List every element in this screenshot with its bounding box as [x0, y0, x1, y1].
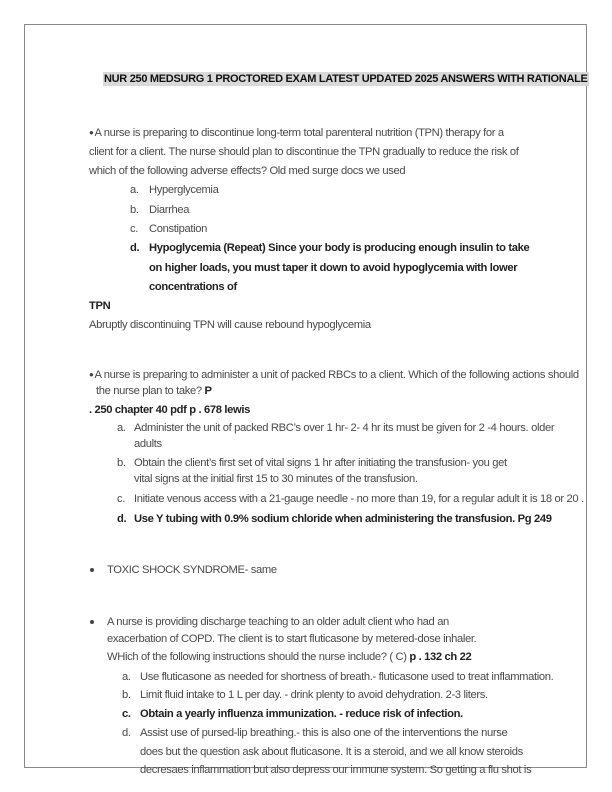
q2-stem-line-1: ●A nurse is preparing to administer a unit of packed RBCs to a client. Which of the following actions should	[89, 369, 579, 381]
q2-option-d: Use Y tubing with 0.9% sodium chloride when administering the transfusion. Pg 249	[134, 513, 552, 525]
q1-option-d-line-3: concentrations of	[149, 281, 237, 293]
q4-option-b: Limit fluid intake to 1 L per day. - drink plenty to avoid dehydration. 2-3 liters.	[140, 689, 488, 701]
q4-option-d-line-3: decresaes inflammation but also depress our immune system. So getting a flu shot is	[140, 764, 532, 776]
bullet-icon	[90, 568, 94, 572]
q4-option-c-letter: c.	[122, 708, 131, 720]
q4-option-b-letter: b.	[122, 689, 131, 701]
q2-option-a-line-1: Administer the unit of packed RBC’s over 1 hr- 2- 4 hr its must be given for 2 -4 hours. older	[134, 422, 555, 434]
q4-stem-line-1: A nurse is providing discharge teaching to an older adult client who had an	[107, 616, 449, 628]
bullet-icon: ●	[89, 370, 94, 379]
q4-option-d-line-1: Assist use of pursed-lip breathing.- this is also one of the interventions the nurse	[140, 727, 508, 739]
bullet-icon: ●	[89, 128, 94, 137]
q4-option-a-letter: a.	[122, 671, 131, 683]
q1-option-d-line-1: Hypoglycemia (Repeat) Since your body is producing enough insulin to take	[149, 242, 530, 254]
bullet-icon	[90, 620, 94, 624]
q1-option-c: Constipation	[149, 223, 207, 235]
document-title: NUR 250 MEDSURG 1 PROCTORED EXAM LATEST UPDATED 2025 ANSWERS WITH RATIONALE	[104, 73, 588, 85]
q4-option-d-letter: d.	[122, 727, 131, 739]
q2-option-c-letter: c.	[117, 493, 126, 505]
q2-option-d-letter: d.	[117, 513, 127, 525]
q2-option-b-line-2: vital signs at the initial first 15 to 30 minutes of the transfusion.	[134, 473, 418, 485]
q2-reference: . 250 chapter 40 pdf p . 678 lewis	[89, 404, 250, 416]
q1-stem-line-1: ●A nurse is preparing to discontinue long-term total parenteral nutrition (TPN) therapy for a	[89, 127, 504, 139]
q1-option-a-letter: a.	[130, 184, 139, 196]
q4-stem-line-3: WHich of the following instructions should the nurse include? ( C) p . 132 ch 22	[107, 651, 472, 663]
q2-option-b-letter: b.	[117, 457, 126, 469]
q2-option-c: Initiate venous access with a 21-gauge needle - no more than 19, for a regular adult it is 18 or 20 .	[134, 493, 584, 505]
q4-option-a: Use fluticasone as needed for shortness of breath.- fluticasone used to treat inflammation.	[140, 671, 554, 683]
q4-option-c: Obtain a yearly influenza immunization. - reduce risk of infection.	[140, 708, 463, 720]
q1-rationale: Abruptly discontinuing TPN will cause rebound hypoglycemia	[89, 319, 371, 331]
q1-tpn-label: TPN	[89, 300, 111, 312]
q2-option-a-line-2: adults	[134, 438, 162, 450]
q1-option-d-line-2: on higher loads, you must taper it down to avoid hypoglycemia with lower	[149, 262, 518, 274]
q1-stem-line-3: which of the following adverse effects? Old med surge docs we used	[89, 165, 406, 177]
q1-option-d-letter: d.	[130, 242, 140, 254]
q4-stem-line-2: exacerbation of COPD. The client is to start fluticasone by metered-dose inhaler.	[107, 633, 477, 645]
q1-option-b-letter: b.	[130, 204, 139, 216]
q2-option-a-letter: a.	[117, 422, 126, 434]
q1-option-c-letter: c.	[130, 223, 139, 235]
q1-option-b: Diarrhea	[149, 204, 190, 216]
q4-option-d-line-2: does but the question ask about fluticasone. It is a steroid, and we all know steroids	[140, 746, 523, 758]
q3-text: TOXIC SHOCK SYNDROME- same	[107, 564, 277, 576]
q1-option-a: Hyperglycemia	[149, 184, 219, 196]
q2-option-b-line-1: Obtain the client’s first set of vital signs 1 hr after initiating the transfusion- you get	[134, 457, 507, 469]
q1-stem-line-2: client for a client. The nurse should plan to discontinue the TPN gradually to reduce the risk of	[89, 146, 519, 158]
q2-stem-line-2: the nurse plan to take? P	[96, 385, 212, 397]
